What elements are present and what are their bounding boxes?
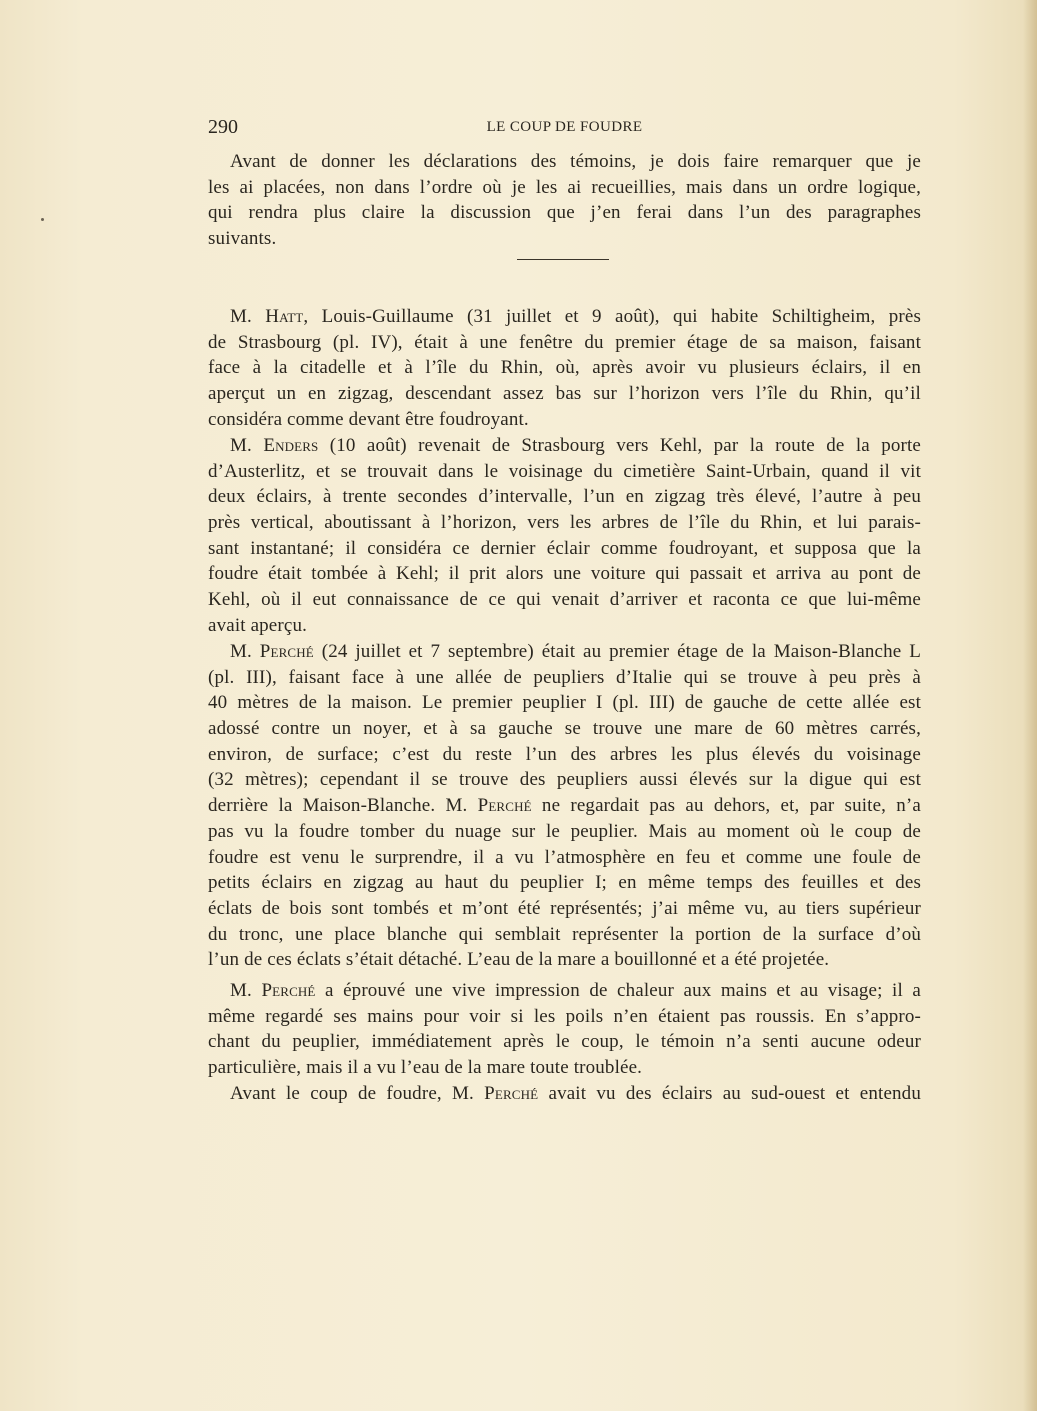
line-text: ne regardait pas au dehors, et, par suite, n’a <box>531 795 921 817</box>
witness-paragraph-enders <box>208 433 921 639</box>
line-text: avait vu des éclairs au sud-ouest et entendu <box>538 1083 921 1104</box>
line-text: derrière la Maison-Blanche. M. <box>208 795 478 817</box>
lead-text: M. <box>230 980 262 1001</box>
text-line: Kehl, où il eut connaissance de ce qui venait d’arriver et raconta ce que lui-même <box>208 589 921 611</box>
text-line <box>208 793 921 819</box>
text-line: considéra comme devant être foudroyant. <box>208 408 529 430</box>
witness-paragraph-perche-continued <box>208 978 921 1081</box>
text-line: environ, de surface; c’est du reste l’un des arbres les plus élevés du voisinage <box>208 743 921 765</box>
text-line: avait aperçu. <box>208 614 308 636</box>
page-header <box>208 115 921 139</box>
final-paragraph <box>208 1081 921 1107</box>
text-line <box>208 1081 921 1107</box>
text-line: éclats de bois sont tombés et m’ont été représentés; j’ai même vu, au tiers supérieur <box>208 897 921 919</box>
text-line: les ai placées, non dans l’ordre où je les ai recueillies, mais dans un ordre logique, <box>208 176 921 198</box>
running-title: LE COUP DE FOUDRE <box>486 119 643 135</box>
text-line: chant du peuplier, immédiatement après le coup, le témoin n’a senti aucune odeur <box>208 1031 921 1053</box>
text-line <box>208 978 921 1004</box>
line-text: (24 juillet et 7 septembre) était au premier étage de la Maison-Blanche L <box>313 641 921 662</box>
text-line: face à la citadelle et à l’île du Rhin, où, après avoir vu plusieurs éclairs, il en <box>208 357 921 379</box>
text-line <box>208 433 921 459</box>
text-line: petits éclairs en zigzag au haut du peuplier I; en même temps des feuilles et des <box>208 872 921 894</box>
text-line: sant instantané; il considéra ce dernier éclair comme foudroyant, et supposa que la <box>208 537 921 559</box>
witness-name: Perché <box>261 980 316 1001</box>
text-line: d’Austerlitz, et se trouvait dans le voisinage du cimetière Saint-Urbain, quand il vit <box>208 460 921 482</box>
text-line: pas vu la foudre tomber du nuage sur le peuplier. Mais au moment où le coup de <box>208 820 921 842</box>
witness-name: Perché <box>259 641 314 662</box>
witness-name: Enders <box>263 435 319 456</box>
page-number: 290 <box>208 116 238 138</box>
witness-paragraph-perche <box>208 639 921 973</box>
text-line: particulière, mais il a vu l’eau de la mare toute troublée. <box>208 1057 643 1079</box>
text-line: près vertical, aboutissant à l’horizon, vers les arbres de l’île du Rhin, et lui parais- <box>208 512 921 534</box>
text-line: foudre était tombée à Kehl; il prit alors une voiture qui passait et arriva au pont de <box>208 563 921 585</box>
text-line: du tronc, une place blanche qui semblait représenter la portion de la surface d’où <box>208 923 921 945</box>
intro-paragraph <box>208 149 921 252</box>
lead-text: M. <box>230 641 260 662</box>
text-line: 40 mètres de la maison. Le premier peuplier I (pl. III) de gauche de cette allée est <box>208 692 921 714</box>
witness-name: Perché <box>484 1083 539 1104</box>
text-line: foudre est venu le surprendre, il a vu l’atmosphère en feu et comme une foule de <box>208 846 921 868</box>
text-line: (32 mètres); cependant il se trouve des peupliers aussi élevés sur la digue qui est <box>208 769 921 791</box>
lead-text: M. <box>230 306 266 327</box>
witness-name: Perché <box>477 795 532 817</box>
section-divider <box>517 259 609 260</box>
page-edge-shadow <box>1023 0 1037 1411</box>
text-line <box>208 304 921 330</box>
lead-text: M. <box>230 435 264 456</box>
text-line: même regardé ses mains pour voir si les poils n’en étaient pas roussis. En s’appro- <box>208 1005 921 1027</box>
line-text: (10 août) revenait de Strasbourg vers Kehl, par la route de la porte <box>318 435 921 456</box>
text-line: adossé contre un noyer, et à sa gauche se trouve une mare de 60 mètres carrés, <box>208 718 921 740</box>
text-line <box>208 639 921 665</box>
line-text: a éprouvé une vive impression de chaleur aux mains et au visage; il a <box>315 980 921 1001</box>
text-line: de Strasbourg (pl. IV), était à une fenêtre du premier étage de sa maison, faisant <box>208 331 921 353</box>
lead-text: Avant le coup de foudre, M. <box>230 1083 485 1104</box>
text-line: aperçut un en zigzag, descendant assez bas sur l’horizon vers l’île du Rhin, qu’il <box>208 383 921 405</box>
paper-speck <box>41 218 44 221</box>
line-text: , Louis-Guillaume (31 juillet et 9 août), qui habite Schiltigheim, près <box>303 306 921 327</box>
witness-paragraph-hatt <box>208 304 921 432</box>
text-line: deux éclairs, à trente secondes d’intervalle, l’un en zigzag très élevé, l’autre à peu <box>208 486 921 508</box>
text-line: (pl. III), faisant face à une allée de peupliers d’Italie qui se trouve à peu près à <box>208 666 921 688</box>
text-line: Avant de donner les déclarations des témoins, je dois faire remarquer que je <box>230 151 921 172</box>
text-line: suivants. <box>208 228 277 250</box>
text-line: qui rendra plus claire la discussion que j’en ferai dans l’un des paragraphes <box>208 202 921 224</box>
witness-name: Hatt <box>265 306 304 327</box>
text-line: l’un de ces éclats s’était détaché. L’eau de la mare a bouillonné et a été projetée. <box>208 949 830 971</box>
